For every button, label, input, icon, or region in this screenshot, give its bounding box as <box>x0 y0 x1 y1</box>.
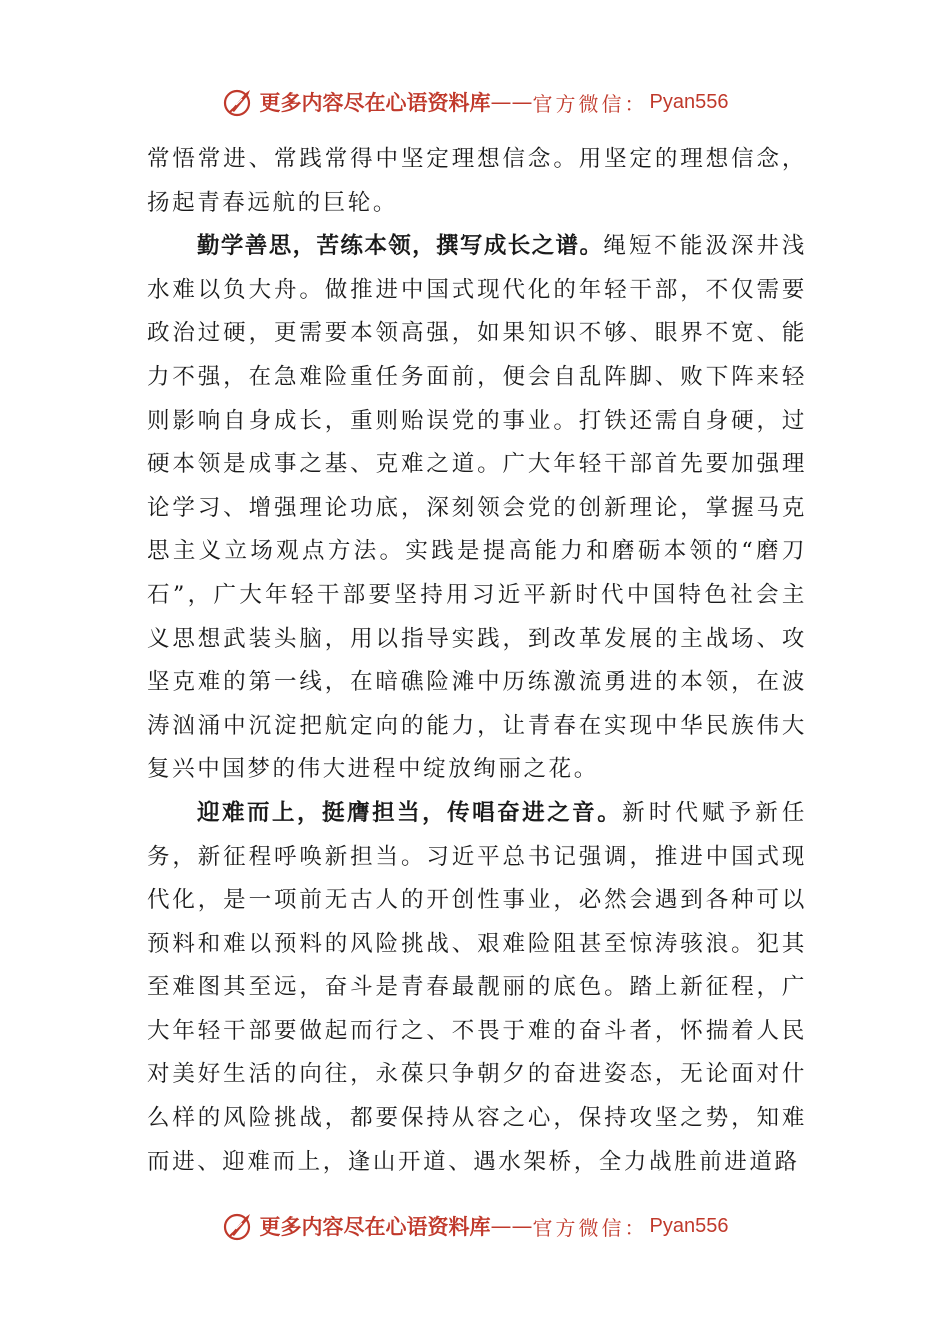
paragraph-text: 常悟常进、常践常得中坚定理想信念。用坚定的理想信念，扬起青春远航的巨轮。 <box>147 146 807 216</box>
paragraph-lead: 勤学善思，苦练本领，撰写成长之谱。 <box>197 233 604 260</box>
paragraph-text: 绳短不能汲深井浅水难以负大舟。做推进中国式现代化的年轻干部，不仅需要政治过硬，更需要本领高强，如果知识不够、眼界不宽、能力不强，在急难险重任务面前，便会自乱阵脚、败下阵来轻则影响自身成长，重则贻误党的事业。打铁还需自身硬，过硬本领是成事之基、克难之道。广大年轻干部首先要加强理论学习、增强理论功底，深刻领会党的创新理论，掌握马克思主义立场观点方法。实践是提高能力和磨砺本领的“磨刀石”，广大年轻干部要坚持用习近平新时代中国特色社会主义思想武装头脑，用以指导实践，到改革发展的主战场、攻坚克难的第一线，在暗礁险滩中历练激流勇进的本领，在波涛汹涌中沉淀把航定向的能力，让青春在实现中华民族伟大复兴中国梦的伟大进程中绽放绚丽之花。 <box>147 233 807 783</box>
banner-dash: —— <box>490 1214 533 1238</box>
paragraph-lead: 迎难而上，挺膺担当，传唱奋进之音。 <box>197 799 623 826</box>
banner-wechat-id: Pyan556 <box>649 1214 729 1237</box>
banner-dash: —— <box>490 90 533 114</box>
banner-title: 更多内容尽在心语资料库 <box>259 91 491 115</box>
quill-pen-icon <box>222 85 256 119</box>
header-banner <box>0 82 950 122</box>
banner-title: 更多内容尽在心语资料库 <box>259 1215 491 1239</box>
paragraph-text: 新时代赋予新任务，新征程呼唤新担当。习近平总书记强调，推进中国式现代化，是一项前无古人的开创性事业，必然会遇到各种可以预料和难以预料的风险挑战、艰难险阻甚至惊涛骇浪。犯其至难图其至远，奋斗是青春最靓丽的底色。踏上新征程，广大年轻干部要做起而行之、不畏于难的奋斗者，怀揣着人民对美好生活的向往，永葆只争朝夕的奋进姿态，无论面对什么样的风险挑战，都要保持从容之心，保持攻坚之势，知难而进、迎难而上，逢山开道、遇水架桥，全力战胜前进道路 <box>147 799 807 1175</box>
article-body <box>147 138 807 1184</box>
banner-official-label: 官方微信： <box>532 1215 648 1240</box>
paragraph <box>147 138 807 225</box>
paragraph <box>147 792 807 1184</box>
paragraph <box>147 225 807 792</box>
footer-banner <box>0 1206 950 1246</box>
banner-wechat-id: Pyan556 <box>649 90 729 113</box>
quill-pen-icon <box>222 1209 256 1243</box>
banner-official-label: 官方微信： <box>532 91 648 116</box>
